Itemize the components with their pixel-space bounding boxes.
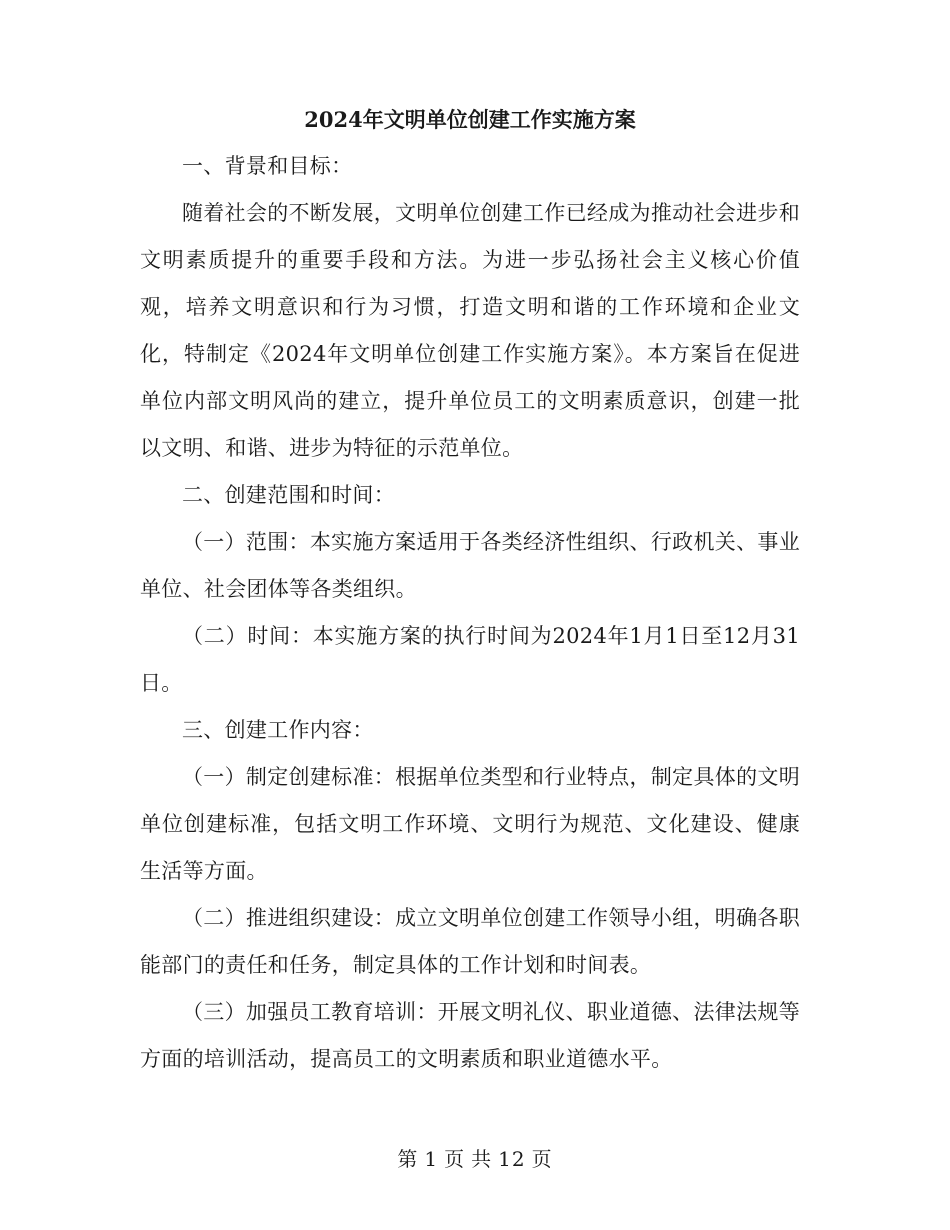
paragraph-scope: （一）范围：本实施方案适用于各类经济性组织、行政机关、事业单位、社会团体等各类组织。 [140,530,800,601]
footer-current-page: 1 [424,1147,439,1171]
paragraph-standards: （一）制定创建标准：根据单位类型和行业特点，制定具体的文明单位创建标准，包括文明工作环境、文明行为规范、文化建设、健康生活等方面。 [140,765,800,883]
footer-page-word: 页 [444,1147,466,1171]
footer-total-pages: 12 [498,1147,526,1171]
section-heading-background: 一、背景和目标： [182,154,353,178]
paragraph-background-text: 随着社会的不断发展，文明单位创建工作已经成为推动社会进步和文明素质提升的重要手段和方法。为进一步弘扬社会主义核心价值观，培养文明意识和行为习惯，打造文明和谐的工作环境和企业文化，特制定《2024年文明单位创建工作实施方案》。本方案旨在促进单位内部文明风尚的建立，提升单位员工的文明素质意识，创建一批以文明、和谐、进步为特征的示范单位。 [140,201,800,460]
footer-prefix: 第 [397,1147,419,1171]
document-title: 2024年文明单位创建工作实施方案 [304,107,636,132]
section-heading-scope: 二、创建范围和时间： [182,483,395,507]
document-body [140,96,800,1083]
paragraph-organization: （二）推进组织建设：成立文明单位创建工作领导小组，明确各职能部门的责任和任务，制定具体的工作计划和时间表。 [140,906,800,977]
footer-suffix: 页 [531,1147,553,1171]
section-heading-content: 三、创建工作内容： [182,718,374,742]
footer-total-prefix: 共 [471,1147,493,1171]
paragraph-training: （三）加强员工教育培训：开展文明礼仪、职业道德、法律法规等方面的培训活动，提高员工的文明素质和职业道德水平。 [140,1000,800,1071]
page-footer [0,1144,950,1174]
paragraph-time: （二）时间：本实施方案的执行时间为2024年1月1日至12月31日。 [140,624,800,695]
